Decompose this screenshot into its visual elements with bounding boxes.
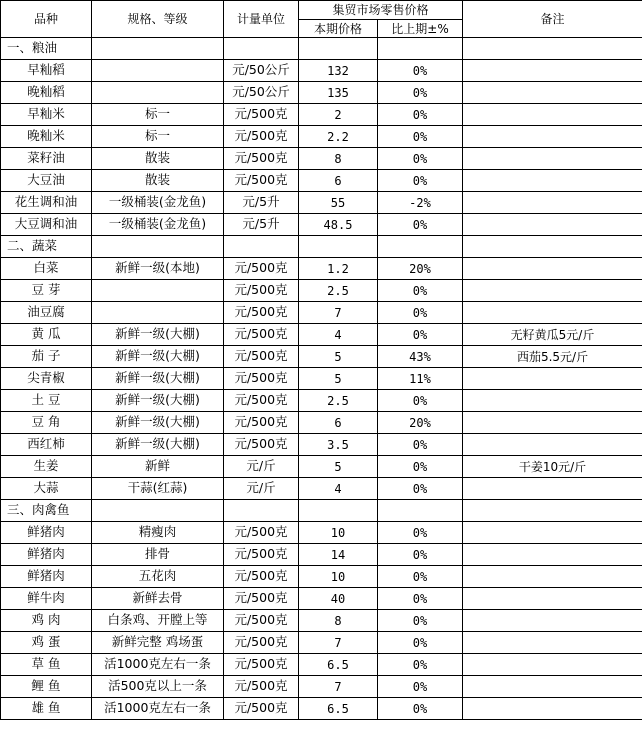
cell-unit: 元/500克 xyxy=(224,610,299,632)
cell-unit: 元/500克 xyxy=(224,302,299,324)
cell-change: 0% xyxy=(378,60,463,82)
table-row xyxy=(1,126,642,148)
cell-note xyxy=(463,588,642,610)
cell-price: 5 xyxy=(299,346,378,368)
cell-note: 西茄5.5元/斤 xyxy=(463,346,642,368)
cell-unit: 元/500克 xyxy=(224,566,299,588)
cell-note xyxy=(463,698,642,720)
table-row xyxy=(1,478,642,500)
cell-spec: 一级桶装(金龙鱼) xyxy=(92,214,224,236)
cell-unit: 元/500克 xyxy=(224,412,299,434)
cell-name: 西红柿 xyxy=(1,434,92,456)
cell-change: 43% xyxy=(378,346,463,368)
cell-spec xyxy=(92,60,224,82)
cell-spec: 标一 xyxy=(92,126,224,148)
cell-spec: 新鲜一级(大棚) xyxy=(92,324,224,346)
empty-cell xyxy=(92,500,224,522)
section-title: 一、粮油 xyxy=(1,38,92,60)
header-unit: 计量单位 xyxy=(224,1,299,38)
cell-price: 40 xyxy=(299,588,378,610)
empty-cell xyxy=(378,236,463,258)
cell-note xyxy=(463,192,642,214)
cell-name: 晚籼稻 xyxy=(1,82,92,104)
table-row xyxy=(1,302,642,324)
cell-change: 0% xyxy=(378,302,463,324)
cell-unit: 元/500克 xyxy=(224,390,299,412)
cell-change: 0% xyxy=(378,566,463,588)
cell-note xyxy=(463,676,642,698)
cell-spec: 标一 xyxy=(92,104,224,126)
cell-unit: 元/500克 xyxy=(224,280,299,302)
cell-price: 7 xyxy=(299,632,378,654)
cell-spec: 新鲜完整 鸡场蛋 xyxy=(92,632,224,654)
cell-note xyxy=(463,610,642,632)
cell-price: 8 xyxy=(299,148,378,170)
cell-price: 6 xyxy=(299,170,378,192)
cell-name: 黄 瓜 xyxy=(1,324,92,346)
cell-note xyxy=(463,302,642,324)
section-row xyxy=(1,500,642,522)
cell-change: -2% xyxy=(378,192,463,214)
cell-unit: 元/500克 xyxy=(224,676,299,698)
cell-note xyxy=(463,368,642,390)
empty-cell xyxy=(92,236,224,258)
table-row xyxy=(1,280,642,302)
cell-spec: 散装 xyxy=(92,170,224,192)
cell-change: 20% xyxy=(378,258,463,280)
cell-price: 55 xyxy=(299,192,378,214)
cell-unit: 元/斤 xyxy=(224,456,299,478)
cell-price: 2.5 xyxy=(299,280,378,302)
cell-spec: 一级桶装(金龙鱼) xyxy=(92,192,224,214)
cell-note xyxy=(463,654,642,676)
empty-cell xyxy=(224,236,299,258)
cell-unit: 元/500克 xyxy=(224,324,299,346)
cell-name: 鲜猪肉 xyxy=(1,566,92,588)
cell-price: 2 xyxy=(299,104,378,126)
cell-name: 尖青椒 xyxy=(1,368,92,390)
cell-change: 0% xyxy=(378,280,463,302)
cell-spec: 散装 xyxy=(92,148,224,170)
empty-cell xyxy=(463,236,642,258)
table-row xyxy=(1,258,642,280)
cell-change: 0% xyxy=(378,148,463,170)
table-row xyxy=(1,698,642,720)
cell-price: 48.5 xyxy=(299,214,378,236)
cell-price: 6 xyxy=(299,412,378,434)
table-row xyxy=(1,588,642,610)
cell-name: 大豆油 xyxy=(1,170,92,192)
table-row xyxy=(1,170,642,192)
cell-change: 0% xyxy=(378,698,463,720)
empty-cell xyxy=(92,38,224,60)
cell-unit: 元/5升 xyxy=(224,214,299,236)
cell-spec: 新鲜一级(本地) xyxy=(92,258,224,280)
cell-spec: 活1000克左右一条 xyxy=(92,654,224,676)
cell-name: 晚籼米 xyxy=(1,126,92,148)
cell-name: 鸡 肉 xyxy=(1,610,92,632)
cell-unit: 元/斤 xyxy=(224,478,299,500)
header-row xyxy=(1,1,642,20)
cell-change: 0% xyxy=(378,632,463,654)
table-row xyxy=(1,324,642,346)
cell-name: 鲤 鱼 xyxy=(1,676,92,698)
header-name: 品种 xyxy=(1,1,92,38)
cell-price: 2.5 xyxy=(299,390,378,412)
cell-price: 5 xyxy=(299,456,378,478)
cell-unit: 元/500克 xyxy=(224,368,299,390)
table-row xyxy=(1,544,642,566)
cell-name: 鲜猪肉 xyxy=(1,522,92,544)
cell-name: 草 鱼 xyxy=(1,654,92,676)
cell-name: 早籼米 xyxy=(1,104,92,126)
cell-unit: 元/500克 xyxy=(224,104,299,126)
cell-unit: 元/5升 xyxy=(224,192,299,214)
cell-change: 0% xyxy=(378,170,463,192)
cell-note xyxy=(463,478,642,500)
cell-note xyxy=(463,104,642,126)
cell-spec: 新鲜一级(大棚) xyxy=(92,368,224,390)
cell-name: 雄 鱼 xyxy=(1,698,92,720)
cell-price: 6.5 xyxy=(299,654,378,676)
table-row xyxy=(1,654,642,676)
cell-price: 4 xyxy=(299,324,378,346)
header-market: 集贸市场零售价格 xyxy=(299,1,463,20)
cell-change: 0% xyxy=(378,214,463,236)
cell-note xyxy=(463,522,642,544)
cell-spec: 五花肉 xyxy=(92,566,224,588)
cell-price: 135 xyxy=(299,82,378,104)
empty-cell xyxy=(463,500,642,522)
cell-name: 鲜牛肉 xyxy=(1,588,92,610)
cell-spec: 新鲜一级(大棚) xyxy=(92,390,224,412)
cell-unit: 元/500克 xyxy=(224,588,299,610)
header-spec: 规格、等级 xyxy=(92,1,224,38)
cell-name: 鸡 蛋 xyxy=(1,632,92,654)
cell-name: 早籼稻 xyxy=(1,60,92,82)
cell-change: 0% xyxy=(378,324,463,346)
cell-price: 1.2 xyxy=(299,258,378,280)
section-row xyxy=(1,38,642,60)
cell-change: 11% xyxy=(378,368,463,390)
cell-name: 生姜 xyxy=(1,456,92,478)
cell-note xyxy=(463,632,642,654)
cell-name: 大豆调和油 xyxy=(1,214,92,236)
cell-unit: 元/500克 xyxy=(224,170,299,192)
cell-change: 0% xyxy=(378,456,463,478)
table-row xyxy=(1,104,642,126)
cell-spec xyxy=(92,82,224,104)
cell-unit: 元/500克 xyxy=(224,522,299,544)
table-row xyxy=(1,610,642,632)
cell-change: 20% xyxy=(378,412,463,434)
cell-note: 干姜10元/斤 xyxy=(463,456,642,478)
cell-note xyxy=(463,126,642,148)
empty-cell xyxy=(378,500,463,522)
empty-cell xyxy=(224,38,299,60)
cell-change: 0% xyxy=(378,654,463,676)
table-row xyxy=(1,82,642,104)
table-row xyxy=(1,346,642,368)
cell-note xyxy=(463,170,642,192)
cell-spec: 排骨 xyxy=(92,544,224,566)
table-row xyxy=(1,390,642,412)
table-row xyxy=(1,676,642,698)
cell-note xyxy=(463,566,642,588)
cell-unit: 元/500克 xyxy=(224,346,299,368)
cell-change: 0% xyxy=(378,126,463,148)
cell-name: 豆 芽 xyxy=(1,280,92,302)
cell-price: 6.5 xyxy=(299,698,378,720)
table-row xyxy=(1,412,642,434)
cell-change: 0% xyxy=(378,434,463,456)
section-row xyxy=(1,236,642,258)
table-row xyxy=(1,522,642,544)
cell-name: 白菜 xyxy=(1,258,92,280)
header-change: 比上期±% xyxy=(378,20,463,38)
cell-spec: 新鲜一级(大棚) xyxy=(92,434,224,456)
cell-spec: 活1000克左右一条 xyxy=(92,698,224,720)
cell-spec: 新鲜一级(大棚) xyxy=(92,412,224,434)
cell-name: 土 豆 xyxy=(1,390,92,412)
cell-name: 花生调和油 xyxy=(1,192,92,214)
cell-change: 0% xyxy=(378,544,463,566)
cell-unit: 元/50公斤 xyxy=(224,60,299,82)
cell-unit: 元/500克 xyxy=(224,632,299,654)
cell-unit: 元/50公斤 xyxy=(224,82,299,104)
cell-spec xyxy=(92,280,224,302)
cell-spec: 白条鸡、开膛上等 xyxy=(92,610,224,632)
cell-change: 0% xyxy=(378,522,463,544)
table-row xyxy=(1,60,642,82)
cell-price: 10 xyxy=(299,522,378,544)
empty-cell xyxy=(299,500,378,522)
cell-unit: 元/500克 xyxy=(224,148,299,170)
empty-cell xyxy=(463,38,642,60)
cell-change: 0% xyxy=(378,390,463,412)
cell-unit: 元/500克 xyxy=(224,126,299,148)
cell-spec: 干蒜(红蒜) xyxy=(92,478,224,500)
cell-name: 菜籽油 xyxy=(1,148,92,170)
table-row xyxy=(1,368,642,390)
table-row xyxy=(1,214,642,236)
empty-cell xyxy=(299,236,378,258)
cell-price: 10 xyxy=(299,566,378,588)
empty-cell xyxy=(299,38,378,60)
cell-spec: 新鲜去骨 xyxy=(92,588,224,610)
cell-unit: 元/500克 xyxy=(224,698,299,720)
table-row xyxy=(1,456,642,478)
cell-spec: 新鲜 xyxy=(92,456,224,478)
cell-unit: 元/500克 xyxy=(224,434,299,456)
cell-price: 2.2 xyxy=(299,126,378,148)
empty-cell xyxy=(224,500,299,522)
cell-note xyxy=(463,214,642,236)
cell-note xyxy=(463,280,642,302)
cell-spec: 精瘦肉 xyxy=(92,522,224,544)
cell-price: 14 xyxy=(299,544,378,566)
cell-price: 7 xyxy=(299,302,378,324)
cell-name: 豆 角 xyxy=(1,412,92,434)
cell-note xyxy=(463,544,642,566)
cell-spec: 新鲜一级(大棚) xyxy=(92,346,224,368)
cell-price: 8 xyxy=(299,610,378,632)
cell-note xyxy=(463,60,642,82)
cell-note xyxy=(463,258,642,280)
cell-change: 0% xyxy=(378,610,463,632)
cell-change: 0% xyxy=(378,82,463,104)
header-note: 备注 xyxy=(463,1,642,38)
cell-name: 茄 子 xyxy=(1,346,92,368)
table-row xyxy=(1,434,642,456)
cell-unit: 元/500克 xyxy=(224,654,299,676)
cell-name: 油豆腐 xyxy=(1,302,92,324)
cell-price: 7 xyxy=(299,676,378,698)
table-row xyxy=(1,632,642,654)
cell-name: 鲜猪肉 xyxy=(1,544,92,566)
cell-price: 132 xyxy=(299,60,378,82)
table-row xyxy=(1,566,642,588)
cell-change: 0% xyxy=(378,588,463,610)
cell-price: 5 xyxy=(299,368,378,390)
table-row xyxy=(1,148,642,170)
cell-note xyxy=(463,390,642,412)
cell-price: 4 xyxy=(299,478,378,500)
cell-unit: 元/500克 xyxy=(224,258,299,280)
cell-note xyxy=(463,148,642,170)
cell-note xyxy=(463,412,642,434)
cell-name: 大蒜 xyxy=(1,478,92,500)
cell-note xyxy=(463,82,642,104)
section-title: 二、蔬菜 xyxy=(1,236,92,258)
cell-note: 无籽黄瓜5元/斤 xyxy=(463,324,642,346)
cell-unit: 元/500克 xyxy=(224,544,299,566)
cell-change: 0% xyxy=(378,104,463,126)
header-price: 本期价格 xyxy=(299,20,378,38)
cell-price: 3.5 xyxy=(299,434,378,456)
cell-note xyxy=(463,434,642,456)
cell-spec xyxy=(92,302,224,324)
section-title: 三、肉禽鱼 xyxy=(1,500,92,522)
table-row xyxy=(1,192,642,214)
empty-cell xyxy=(378,38,463,60)
cell-change: 0% xyxy=(378,676,463,698)
cell-change: 0% xyxy=(378,478,463,500)
cell-spec: 活500克以上一条 xyxy=(92,676,224,698)
